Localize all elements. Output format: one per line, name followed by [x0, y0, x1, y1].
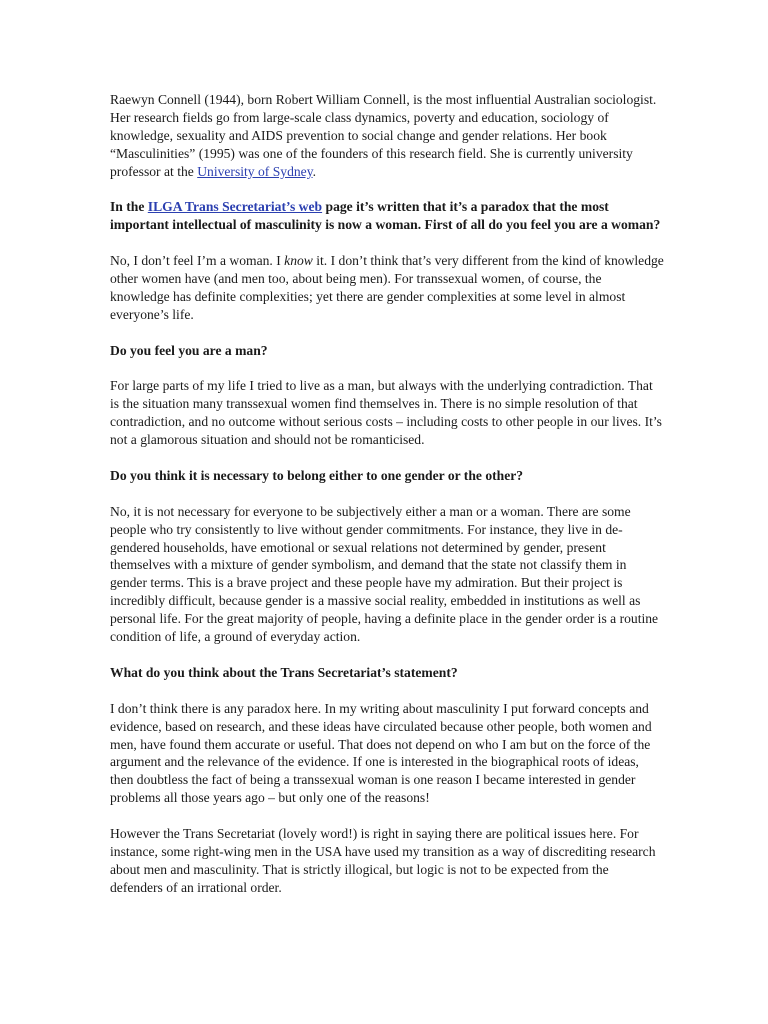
intro-paragraph [110, 91, 664, 181]
intro-text: Raewyn Connell (1944), born Robert William Connell, is the most influential Australian sociologist. Her research fields go from large-scale class dynamics, poverty and education, sociology of knowledge, sexuality and AIDS prevention to social change and gender relations. Her book “Masculinities” (1995) was one of the founders of this research field. She is currently university professor at the [110, 92, 657, 179]
university-of-sydney-link[interactable]: University of Sydney [197, 163, 313, 179]
answer-1-part2: it. I don’t think that’s very different from the kind of knowledge other women have (and men too, about being men). For transsexual women, of course, the knowledge has definite complexities; yet there are gender complexities at some level in almost everyone’s life. [110, 253, 664, 322]
answer-5: However the Trans Secretariat (lovely word!) is right in saying there are political issues here. For instance, some right-wing men in the USA have used my transition as a way of discrediting research about men and masculinity. That is strictly illogical, but logic is not to be expected from the defenders of an irrational order. [110, 826, 656, 895]
answer-1-part1: No, I don’t feel I’m a woman. I [110, 253, 285, 269]
answer-1 [110, 252, 664, 324]
question-4: What do you think about the Trans Secretariat’s statement? [110, 664, 458, 680]
answer-1-emphasis: know [284, 253, 313, 269]
answer-3: No, it is not necessary for everyone to be subjectively either a man or a woman. There are some people who try consistently to live without gender commitments. For instance, they live in de-gendered households, have emotional or sexual relations not determined by gender, present themselves with a mixture of gender symbolism, and demand that the state not classify them in gender terms. This is a brave project and these people have my admiration. But their project is incredibly difficult, because gender is a massive social reality, embedded in institutions as well as personal life. For the great majority of people, having a definite place in the gender order is a routine condition of life, a ground of everyday action. [110, 503, 659, 645]
ilga-trans-secretariat-link[interactable]: ILGA Trans Secretariat’s web [147, 199, 323, 215]
answer-2: For large parts of my life I tried to live as a man, but always with the underlying contradiction. That is the situation many transsexual women find themselves in. There is no simple resolution of that contradiction, and no outcome without serious costs – including costs to other people in our lives. It’s not a glamorous situation and should not be romanticised. [110, 378, 662, 448]
question-1-text: page it’s written that it’s a paradox that the most important intellectual of masculinity is now a woman. First of all do you feel you are a woman? [110, 199, 661, 233]
intro-text-end: . [312, 163, 317, 179]
question-1-prefix: In the [110, 199, 148, 215]
question-3: Do you think it is necessary to belong either to one gender or the other? [110, 467, 524, 483]
question-1 [110, 198, 664, 234]
answer-4: I don’t think there is any paradox here. In my writing about masculinity I put forward concepts and evidence, based on research, and these ideas have circulated because other people, both women and men, have found them accurate or useful. That does not depend on who I am but on the force of the argument and the relevance of the evidence. If one is interested in the biographical roots of ideas, then doubtless the fact of being a transsexual woman is one reason I became interested in gender problems all those years ago – but only one of the reasons! [110, 700, 652, 806]
question-2: Do you feel you are a man? [110, 342, 268, 358]
